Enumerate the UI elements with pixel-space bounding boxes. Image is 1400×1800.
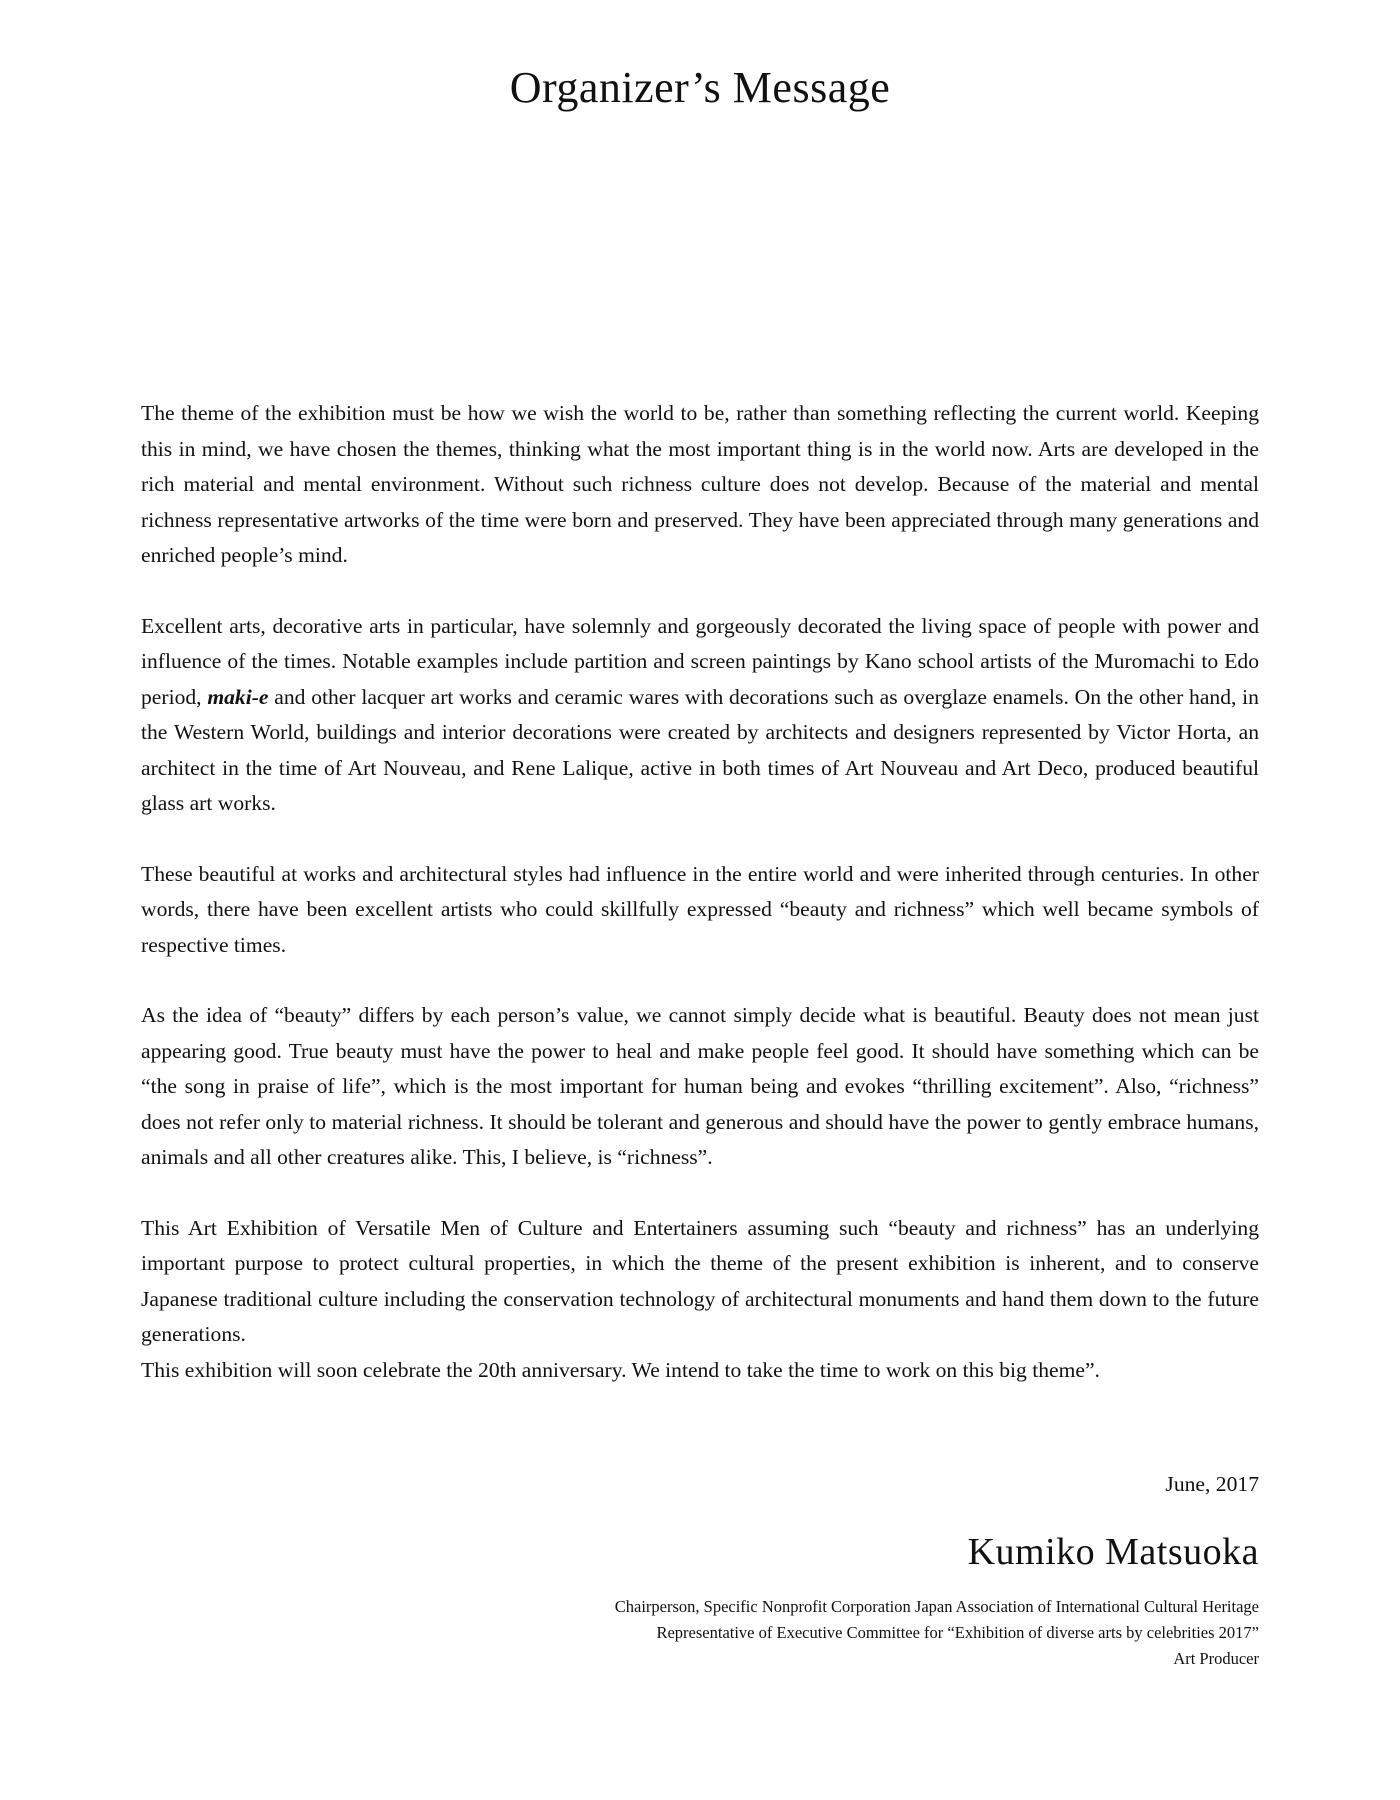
message-date: June, 2017	[1165, 1472, 1259, 1496]
page-title: Organizer’s Message	[509, 63, 891, 112]
paragraph-6: This exhibition will soon celebrate the 20th anniversary. We intend to take the time to work on this big theme”.	[141, 1357, 1100, 1382]
paragraph-2-text-before: Excellent arts, decorative arts in particular, have solemnly and gorgeously decorated the living space of people with power and influence of the times. Notable examples include partition and screen paintings by Kano school artists of the Muromachi to Edo period,	[141, 613, 1259, 709]
paragraph-2-text-after: and other lacquer art works and ceramic wares with decorations such as overglaze enamels. On the other hand, in the Western World, buildings and interior decorations were created by architects and designers represented by Victor Horta, an architect in the time of Art Nouveau, and Rene Lalique, active in both times of Art Nouveau and Art Deco, produced beautiful glass art works.	[141, 684, 1259, 815]
paragraph-2-term-maki-e: maki-e	[207, 684, 269, 709]
paragraph-1: The theme of the exhibition must be how we wish the world to be, rather than something reflecting the current world. Keeping this in mind, we have chosen the themes, thinking what the most important thing is in the world now. Arts are developed in the rich material and mental environment. Without such richness culture does not develop. Because of the material and mental richness representative artworks of the time were born and preserved. They have been appreciated through many generations and enriched people’s mind.	[141, 401, 1259, 567]
paragraph-4: As the idea of “beauty” differs by each person’s value, we cannot simply decide what is beautiful. Beauty does not mean just appearing good. True beauty must have the power to heal and make people feel good. It should have something which can be “the song in praise of life”, which is the most important for human being and evokes “thrilling excitement”. Also, “richness” does not refer only to material richness. It should be tolerant and generous and should have the power to gently embrace humans, animals and all other creatures alike. This, I believe, is “richness”.	[141, 1003, 1259, 1169]
credit-line-3: Art Producer	[1173, 1649, 1259, 1668]
credit-line-2: Representative of Executive Committee for “Exhibition of diverse arts by celebrities 2017”	[656, 1623, 1259, 1642]
author-credits	[615, 1594, 1259, 1672]
message-body	[141, 396, 1259, 1423]
credit-line-1: Chairperson, Specific Nonprofit Corporation Japan Association of International Cultural Heritage	[614, 1597, 1259, 1616]
author-signature: Kumiko Matsuoka	[967, 1531, 1259, 1573]
paragraph-2	[141, 609, 1259, 822]
paragraph-5: This Art Exhibition of Versatile Men of Culture and Entertainers assuming such “beauty and richness” has an underlying important purpose to protect cultural properties, in which the theme of the present exhibition is inherent, and to conserve Japanese traditional culture including the conservation technology of architectural monuments and hand them down to the future generations.	[141, 1215, 1259, 1346]
paragraph-3: These beautiful at works and architectural styles had influence in the entire world and were inherited through centuries. In other words, there have been excellent artists who could skillfully expressed “beauty and richness” which well became symbols of respective times.	[141, 861, 1259, 957]
